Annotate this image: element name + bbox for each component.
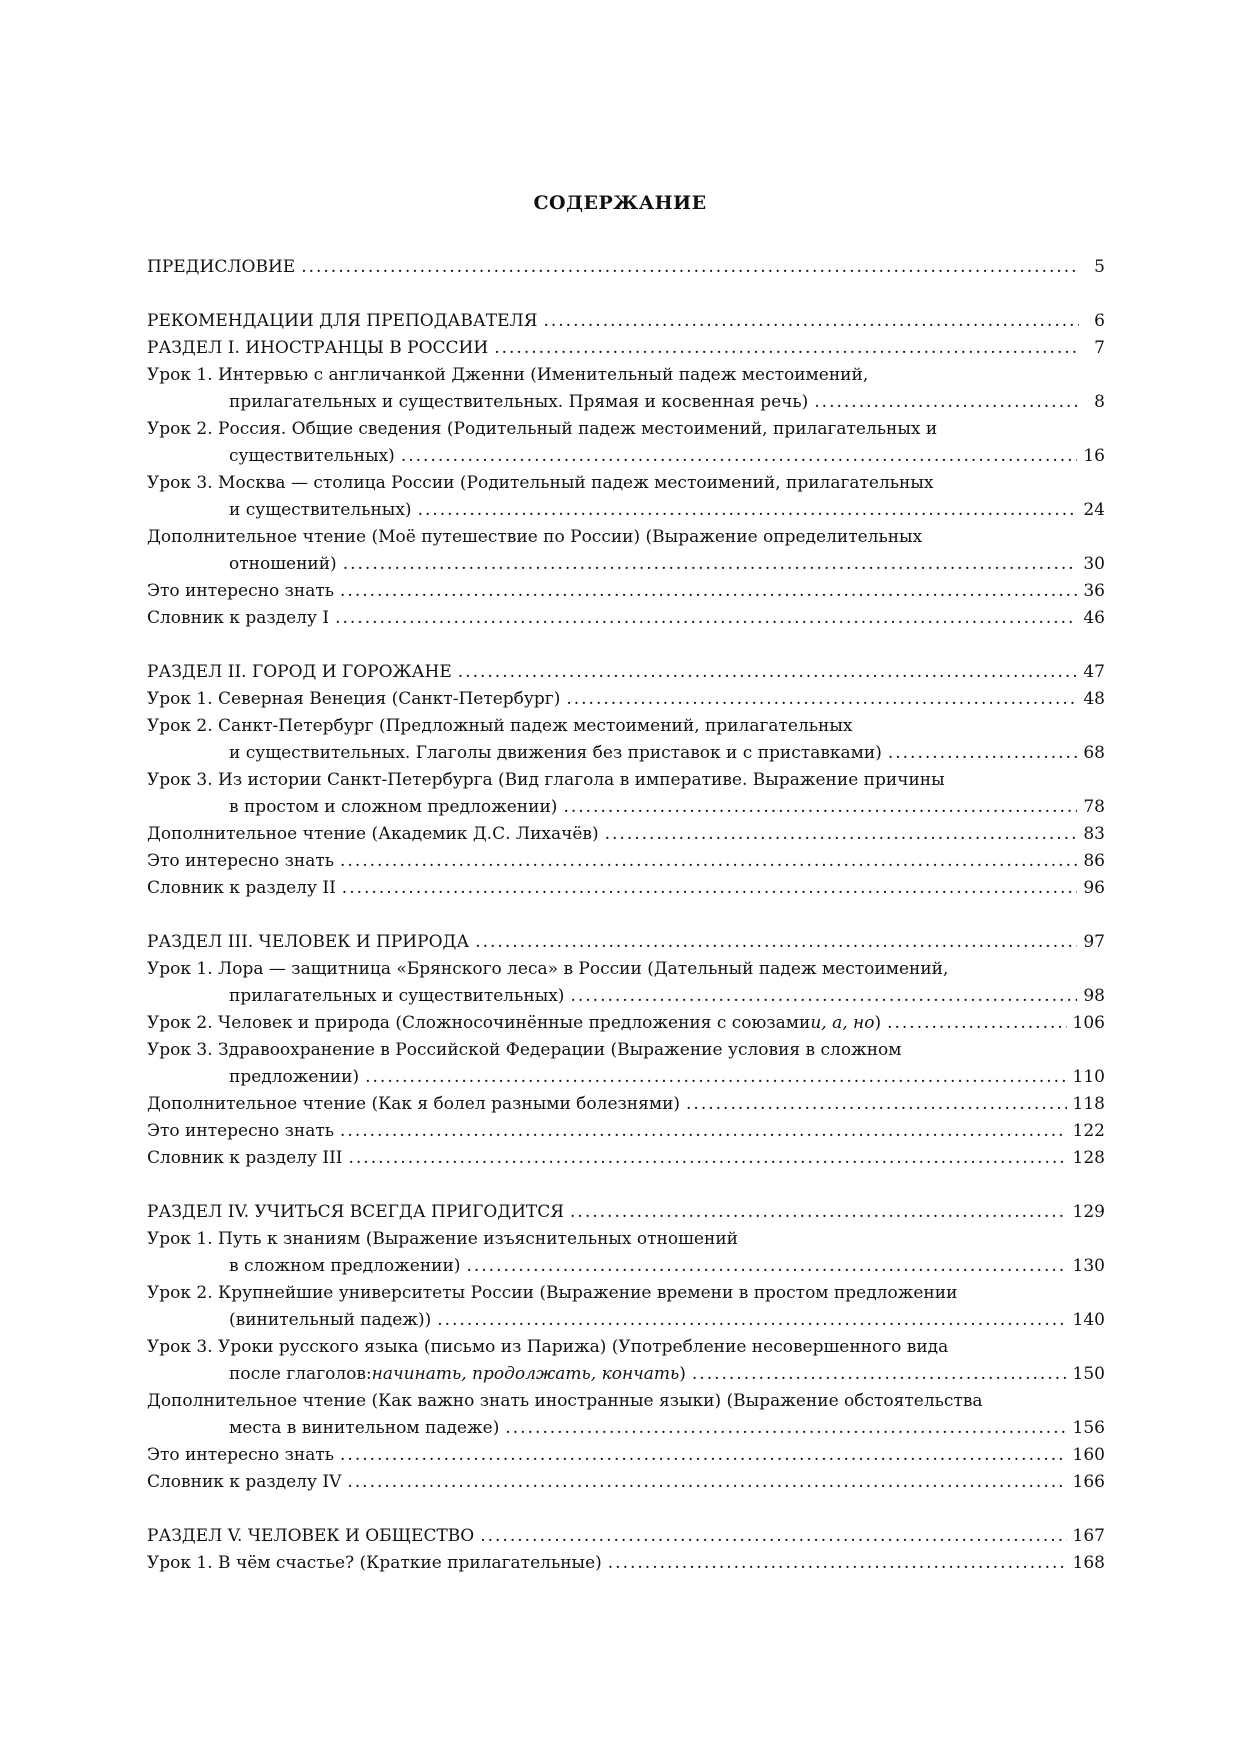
dot-leader [340, 848, 1077, 875]
dot-leader [543, 308, 1079, 335]
page-number: 36 [1083, 581, 1105, 601]
toc-entry-title: РАЗДЕЛ IV. УЧИТЬСЯ ВСЕГДА ПРИГОДИТСЯ [147, 1202, 565, 1222]
toc-entry-title: Дополнительное чтение (Академик Д.С. Лихачёв) [147, 824, 599, 844]
page-number: 160 [1072, 1445, 1105, 1465]
toc-entry[interactable] [147, 605, 1105, 632]
toc-entry-lastline [147, 1091, 1105, 1118]
dot-leader [570, 1199, 1067, 1226]
page-number: 78 [1083, 797, 1105, 817]
dot-leader [347, 1469, 1066, 1496]
page-number: 83 [1083, 824, 1105, 844]
toc-entry-text [147, 659, 1105, 686]
toc-section [147, 929, 1105, 1172]
toc-entry[interactable] [147, 875, 1105, 902]
dot-leader [340, 578, 1077, 605]
toc-entry[interactable] [147, 1199, 1105, 1226]
dot-leader [814, 389, 1079, 416]
dot-leader [888, 740, 1078, 767]
toc-entry-lastline [147, 983, 1105, 1010]
page-number: 16 [1083, 446, 1105, 466]
toc-entry-text [147, 821, 1105, 848]
page-number: 167 [1072, 1526, 1105, 1546]
page-number: 8 [1094, 392, 1105, 412]
toc-section [147, 1199, 1105, 1496]
toc-entry-text [147, 335, 1105, 362]
toc-entry-lastline [147, 389, 1105, 416]
toc-entry-text [147, 1010, 1105, 1037]
toc-entry-lastline [147, 1307, 1105, 1334]
toc-entry-lastline [147, 1199, 1105, 1226]
toc-entry-title: Это интересно знать [147, 581, 335, 601]
toc-entry-text [147, 416, 1105, 470]
toc-section [147, 659, 1105, 902]
toc-entry-line: Урок 1. Лора — защитница «Брянского леса» в России (Дательный падеж местоимений, [147, 959, 949, 979]
dot-leader [505, 1415, 1066, 1442]
dot-leader [686, 1091, 1067, 1118]
page-number: 156 [1072, 1418, 1105, 1438]
toc-entry-text [147, 1469, 1105, 1496]
toc-entry-lastline [147, 821, 1105, 848]
toc-entry[interactable] [147, 821, 1105, 848]
toc-entry-line: Урок 3. Из истории Санкт-Петербурга (Вид глагола в императиве. Выражение причины [147, 770, 945, 790]
toc-entry[interactable] [147, 767, 1105, 821]
toc-entry-title: Это интересно знать [147, 1121, 335, 1141]
toc-entry-text [147, 929, 1105, 956]
dot-leader [605, 821, 1078, 848]
dot-leader [401, 443, 1078, 470]
toc-entry-text [147, 578, 1105, 605]
toc-entry-lastline [147, 1010, 1105, 1037]
page-number: 118 [1072, 1094, 1105, 1114]
toc-entry-title: ПРЕДИСЛОВИЕ [147, 257, 296, 277]
toc-entry[interactable] [147, 659, 1105, 686]
toc-entry[interactable] [147, 1280, 1105, 1334]
dot-leader [340, 1442, 1067, 1469]
toc-entry-lastline [147, 1145, 1105, 1172]
toc-entry-title: РЕКОМЕНДАЦИИ ДЛЯ ПРЕПОДАВАТЕЛЯ [147, 311, 538, 331]
toc-entry-lastline [147, 605, 1105, 632]
toc-section [147, 254, 1105, 281]
toc-entry-lastline [147, 686, 1105, 713]
toc-entry-title: Это интересно знать [147, 1445, 335, 1465]
page-number: 6 [1094, 311, 1105, 331]
page-number: 129 [1072, 1202, 1105, 1222]
page-number: 47 [1083, 662, 1105, 682]
page-title: СОДЕРЖАНИЕ [533, 192, 707, 214]
dot-leader [563, 794, 1077, 821]
toc-entry[interactable] [147, 1334, 1105, 1388]
toc-entry-lastline [147, 1523, 1105, 1550]
toc-entry[interactable] [147, 1550, 1105, 1577]
toc-entry[interactable] [147, 524, 1105, 578]
toc-entry-lastline [147, 1064, 1105, 1091]
toc-entry-lastline [147, 578, 1105, 605]
toc-entry-text [147, 1226, 1105, 1280]
toc-entry-close: ) [679, 1364, 686, 1384]
toc-entry-lastline [147, 659, 1105, 686]
toc-entry[interactable] [147, 1091, 1105, 1118]
toc-entry-title: Урок 1. В чём счастье? (Краткие прилагательные) [147, 1553, 602, 1573]
toc-entry-text [147, 1280, 1105, 1334]
toc-section [147, 308, 1105, 632]
toc-entry-lastline [147, 551, 1105, 578]
toc-entry[interactable] [147, 1226, 1105, 1280]
page-number: 68 [1083, 743, 1105, 763]
toc-entry[interactable] [147, 1442, 1105, 1469]
toc-entry-lastline [147, 848, 1105, 875]
toc-entry-text [147, 956, 1105, 1010]
page-number: 110 [1072, 1067, 1105, 1087]
toc-entry-italic: и, а, но [810, 1013, 875, 1033]
toc-entry-text [147, 1388, 1105, 1442]
page-number: 130 [1072, 1256, 1105, 1276]
dot-leader [458, 659, 1078, 686]
toc-entry[interactable] [147, 686, 1105, 713]
toc-entry[interactable] [147, 1037, 1105, 1091]
toc-entry-line: Урок 3. Уроки русского языка (письмо из Парижа) (Употребление несовершенного вида [147, 1337, 949, 1357]
toc-entry-title: в простом и сложном предложении) [229, 797, 558, 817]
toc-entry-title: Словник к разделу IV [147, 1472, 342, 1492]
toc-entry-line: Урок 2. Россия. Общие сведения (Родительный падеж местоимений, прилагательных и [147, 419, 938, 439]
page-number: 86 [1083, 851, 1105, 871]
dot-leader [494, 335, 1079, 362]
toc-entry-text [147, 308, 1105, 335]
page-number: 97 [1083, 932, 1105, 952]
toc-entry-text [147, 767, 1105, 821]
dot-leader [343, 551, 1078, 578]
toc-entry[interactable] [147, 1388, 1105, 1442]
toc-entry[interactable] [147, 713, 1105, 767]
toc-entry-title: (винительный падеж)) [229, 1310, 432, 1330]
page-number: 98 [1083, 986, 1105, 1006]
toc-entry-text [147, 524, 1105, 578]
toc-entry-title: в сложном предложении) [229, 1256, 461, 1276]
toc-entry-lastline [147, 497, 1105, 524]
toc-entry-text [147, 362, 1105, 416]
toc-entry[interactable] [147, 1523, 1105, 1550]
dot-leader [418, 497, 1078, 524]
toc-entry-text [147, 1091, 1105, 1118]
dot-leader [340, 1118, 1067, 1145]
toc-entry-lastline [147, 308, 1105, 335]
toc-entry-title: Словник к разделу II [147, 878, 336, 898]
toc-entry[interactable] [147, 1145, 1105, 1172]
toc-entry-lastline [147, 1361, 1105, 1388]
toc-entry-title: места в винительном падеже) [229, 1418, 500, 1438]
page-number: 106 [1072, 1013, 1105, 1033]
toc-entry-line: Урок 1. Интервью с англичанкой Дженни (Именительный падеж местоимений, [147, 365, 869, 385]
toc-entry-text [147, 875, 1105, 902]
dot-leader [466, 1253, 1066, 1280]
toc-entry-lastline [147, 929, 1105, 956]
page-number: 46 [1083, 608, 1105, 628]
toc-entry-text [147, 470, 1105, 524]
page-number: 150 [1072, 1364, 1105, 1384]
toc-entry-title: после глаголов: [229, 1364, 372, 1384]
page-number: 168 [1072, 1553, 1105, 1573]
toc-entry-lastline [147, 1415, 1105, 1442]
toc-entry-lastline [147, 1550, 1105, 1577]
toc-entry-text [147, 848, 1105, 875]
toc-entry[interactable] [147, 362, 1105, 416]
toc-entry-title: РАЗДЕЛ V. ЧЕЛОВЕК И ОБЩЕСТВО [147, 1526, 475, 1546]
dot-leader [566, 686, 1077, 713]
toc-entry-text [147, 254, 1105, 281]
toc-entry-text [147, 1334, 1105, 1388]
dot-leader [692, 1361, 1067, 1388]
toc-entry-lastline [147, 1442, 1105, 1469]
toc-entry-line: Урок 2. Санкт-Петербург (Предложный падеж местоимений, прилагательных [147, 716, 853, 736]
toc-entry-line: Урок 2. Крупнейшие университеты России (Выражение времени в простом предложении [147, 1283, 958, 1303]
toc-entry[interactable] [147, 1118, 1105, 1145]
toc-section [147, 1523, 1105, 1577]
toc-entry-title: Словник к разделу I [147, 608, 330, 628]
toc-entry-line: Дополнительное чтение (Моё путешествие по России) (Выражение определительных [147, 527, 923, 547]
dot-leader [480, 1523, 1066, 1550]
toc-entry[interactable] [147, 848, 1105, 875]
toc-entry-lastline [147, 1469, 1105, 1496]
toc-entry-text [147, 1550, 1105, 1577]
toc-entry-lastline [147, 794, 1105, 821]
page-number: 24 [1083, 500, 1105, 520]
toc-entry[interactable] [147, 956, 1105, 1010]
toc-entry-lastline [147, 740, 1105, 767]
dot-leader [365, 1064, 1066, 1091]
toc-entry-text [147, 713, 1105, 767]
toc-entry-title: Словник к разделу III [147, 1148, 343, 1168]
toc-entry-title: и существительных) [229, 500, 412, 520]
dot-leader [342, 875, 1078, 902]
page-number: 122 [1072, 1121, 1105, 1141]
toc-entry-lastline [147, 443, 1105, 470]
toc-entry[interactable] [147, 1010, 1105, 1037]
toc-entry[interactable] [147, 416, 1105, 470]
toc-entry-line: Урок 1. Путь к знаниям (Выражение изъяснительных отношений [147, 1229, 738, 1249]
toc-entry[interactable] [147, 929, 1105, 956]
dot-leader [608, 1550, 1067, 1577]
dot-leader [437, 1307, 1066, 1334]
toc-entry[interactable] [147, 308, 1105, 335]
toc-entry-text [147, 1037, 1105, 1091]
toc-entry-title: отношений) [229, 554, 337, 574]
toc-entry-title: Дополнительное чтение (Как я болел разными болезнями) [147, 1094, 681, 1114]
toc-entry-title: Это интересно знать [147, 851, 335, 871]
toc-entry[interactable] [147, 254, 1105, 281]
toc-entry-lastline [147, 335, 1105, 362]
toc-entry-line: Урок 3. Москва — столица России (Родительный падеж местоимений, прилагательных [147, 473, 934, 493]
toc-entry-text [147, 1523, 1105, 1550]
toc-entry[interactable] [147, 470, 1105, 524]
toc-entry-title: РАЗДЕЛ II. ГОРОД И ГОРОЖАНЕ [147, 662, 452, 682]
toc-entry-title: РАЗДЕЛ III. ЧЕЛОВЕК И ПРИРОДА [147, 932, 470, 952]
toc-entry-text [147, 1442, 1105, 1469]
dot-leader [349, 1145, 1067, 1172]
table-of-contents [147, 254, 1105, 1604]
page-number: 7 [1094, 338, 1105, 358]
page-number: 140 [1072, 1310, 1105, 1330]
toc-entry-text [147, 605, 1105, 632]
dot-leader [887, 1010, 1066, 1037]
toc-entry-line: Дополнительное чтение (Как важно знать иностранные языки) (Выражение обстоятельства [147, 1391, 983, 1411]
toc-entry-title: предложении) [229, 1067, 360, 1087]
toc-entry-lastline [147, 1118, 1105, 1145]
toc-entry-title: РАЗДЕЛ I. ИНОСТРАНЦЫ В РОССИИ [147, 338, 489, 358]
toc-entry-close: ) [874, 1013, 882, 1033]
toc-entry[interactable] [147, 1469, 1105, 1496]
toc-entry-line: Урок 3. Здравоохранение в Российской Федерации (Выражение условия в сложном [147, 1040, 902, 1060]
toc-entry-text [147, 686, 1105, 713]
toc-entry-title: и существительных. Глаголы движения без приставок и с приставками) [229, 743, 882, 763]
page-number: 96 [1083, 878, 1105, 898]
toc-entry-text [147, 1199, 1105, 1226]
toc-entry[interactable] [147, 578, 1105, 605]
dot-leader [301, 254, 1079, 281]
toc-entry-title: Урок 1. Северная Венеция (Санкт-Петербург) [147, 689, 561, 709]
toc-entry-italic: начинать, продолжать, кончать [371, 1364, 680, 1384]
page-number: 30 [1083, 554, 1105, 574]
toc-entry-lastline [147, 254, 1105, 281]
dot-leader [475, 929, 1077, 956]
toc-entry-title: Урок 2. Человек и природа (Сложносочинённые предложения с союзами [147, 1013, 811, 1033]
toc-entry-title: прилагательных и существительных) [229, 986, 565, 1006]
toc-entry-text [147, 1145, 1105, 1172]
toc-entry-title: существительных) [229, 446, 395, 466]
toc-entry-title: прилагательных и существительных. Прямая и косвенная речь) [229, 392, 809, 412]
page-number: 48 [1083, 689, 1105, 709]
dot-leader [570, 983, 1077, 1010]
page-number: 5 [1094, 257, 1105, 277]
toc-entry-text [147, 1118, 1105, 1145]
page-number: 166 [1072, 1472, 1105, 1492]
toc-entry-lastline [147, 875, 1105, 902]
toc-entry[interactable] [147, 335, 1105, 362]
page-number: 128 [1072, 1148, 1105, 1168]
dot-leader [335, 605, 1077, 632]
toc-entry-lastline [147, 1253, 1105, 1280]
